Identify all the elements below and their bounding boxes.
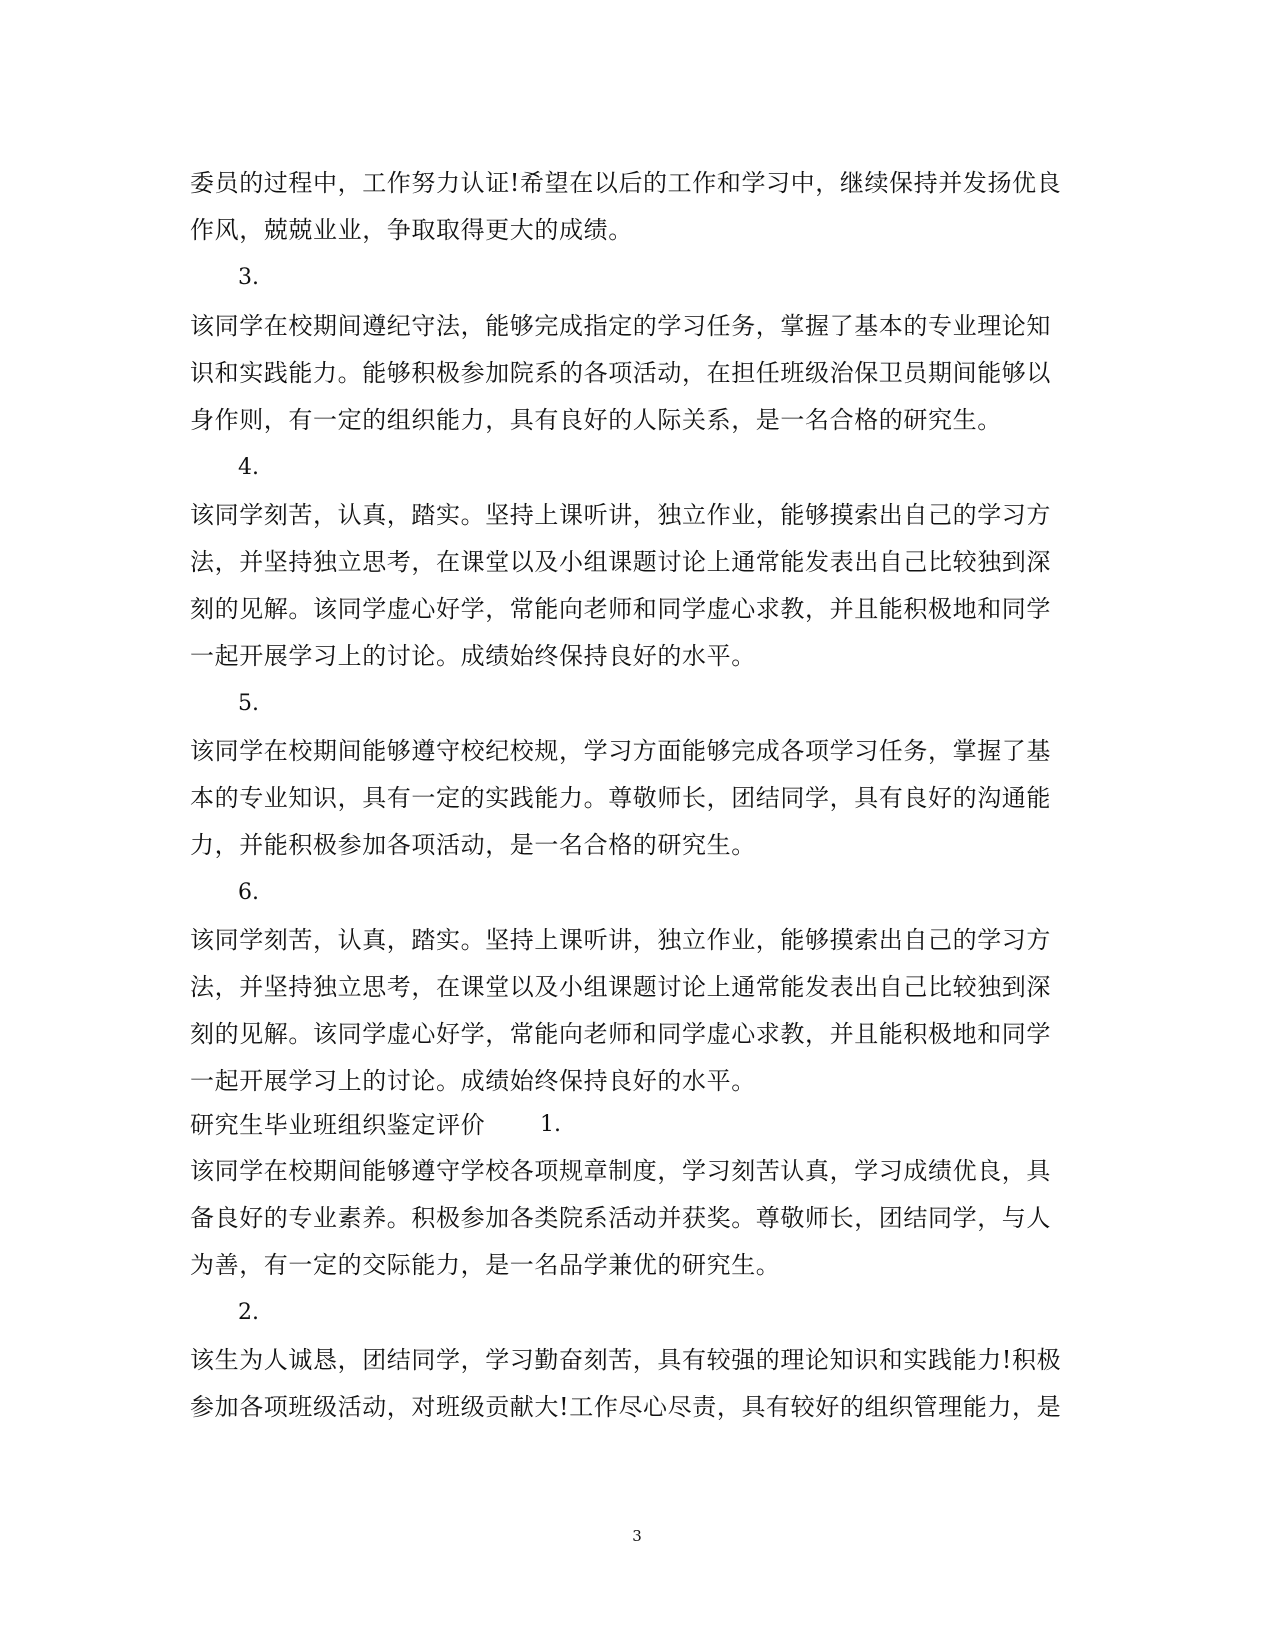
- item-number: 3.: [238, 265, 259, 290]
- text-line: 法，并坚持独立思考，在课堂以及小组课题讨论上通常能发表出自己比较独到深: [190, 548, 1051, 576]
- item-number: 2.: [238, 1300, 259, 1325]
- text-line: 该同学刻苦，认真，踏实。坚持上课听讲，独立作业，能够摸索出自己的学习方: [190, 926, 1051, 954]
- text-line: 委员的过程中，工作努力认证!希望在以后的工作和学习中，继续保持并发扬优良: [190, 169, 1062, 197]
- item-number: 1.: [540, 1112, 561, 1137]
- item-number: 4.: [238, 455, 259, 480]
- text-line: 该同学在校期间遵纪守法，能够完成指定的学习任务，掌握了基本的专业理论知: [190, 312, 1051, 340]
- text-line: 参加各项班级活动，对班级贡献大!工作尽心尽责，具有较好的组织管理能力，是: [190, 1393, 1062, 1421]
- text-line: 一起开展学习上的讨论。成绩始终保持良好的水平。: [190, 1067, 756, 1095]
- text-line: 刻的见解。该同学虚心好学，常能向老师和同学虚心求教，并且能积极地和同学: [190, 1020, 1051, 1048]
- text-line: 一起开展学习上的讨论。成绩始终保持良好的水平。: [190, 642, 756, 670]
- page-number: 3: [632, 1527, 642, 1545]
- text-line: 该同学在校期间能够遵守校纪校规，学习方面能够完成各项学习任务，掌握了基: [190, 737, 1051, 765]
- text-line: 备良好的专业素养。积极参加各类院系活动并获奖。尊敬师长，团结同学，与人: [190, 1204, 1051, 1232]
- text-line: 力，并能积极参加各项活动，是一名合格的研究生。: [190, 831, 756, 859]
- item-number: 6.: [238, 880, 259, 905]
- text-line: 本的专业知识，具有一定的实践能力。尊敬师长，团结同学，具有良好的沟通能: [190, 784, 1051, 812]
- text-line: 为善，有一定的交际能力，是一名品学兼优的研究生。: [190, 1251, 781, 1279]
- text-line: 作风，兢兢业业，争取取得更大的成绩。: [190, 216, 633, 244]
- item-number: 5.: [238, 691, 259, 716]
- text-line: 该同学刻苦，认真，踏实。坚持上课听讲，独立作业，能够摸索出自己的学习方: [190, 501, 1051, 529]
- text-line: 法，并坚持独立思考，在课堂以及小组课题讨论上通常能发表出自己比较独到深: [190, 973, 1051, 1001]
- text-line: 该同学在校期间能够遵守学校各项规章制度，学习刻苦认真，学习成绩优良，具: [190, 1157, 1051, 1185]
- text-line: 该生为人诚恳，团结同学，学习勤奋刻苦，具有较强的理论知识和实践能力!积极: [190, 1346, 1062, 1374]
- text-line: 识和实践能力。能够积极参加院系的各项活动，在担任班级治保卫员期间能够以: [190, 359, 1051, 387]
- text-line: 刻的见解。该同学虚心好学，常能向老师和同学虚心求教，并且能积极地和同学: [190, 595, 1051, 623]
- text-line: 身作则，有一定的组织能力，具有良好的人际关系，是一名合格的研究生。: [190, 406, 1002, 434]
- section-heading: 研究生毕业班组织鉴定评价: [190, 1111, 486, 1139]
